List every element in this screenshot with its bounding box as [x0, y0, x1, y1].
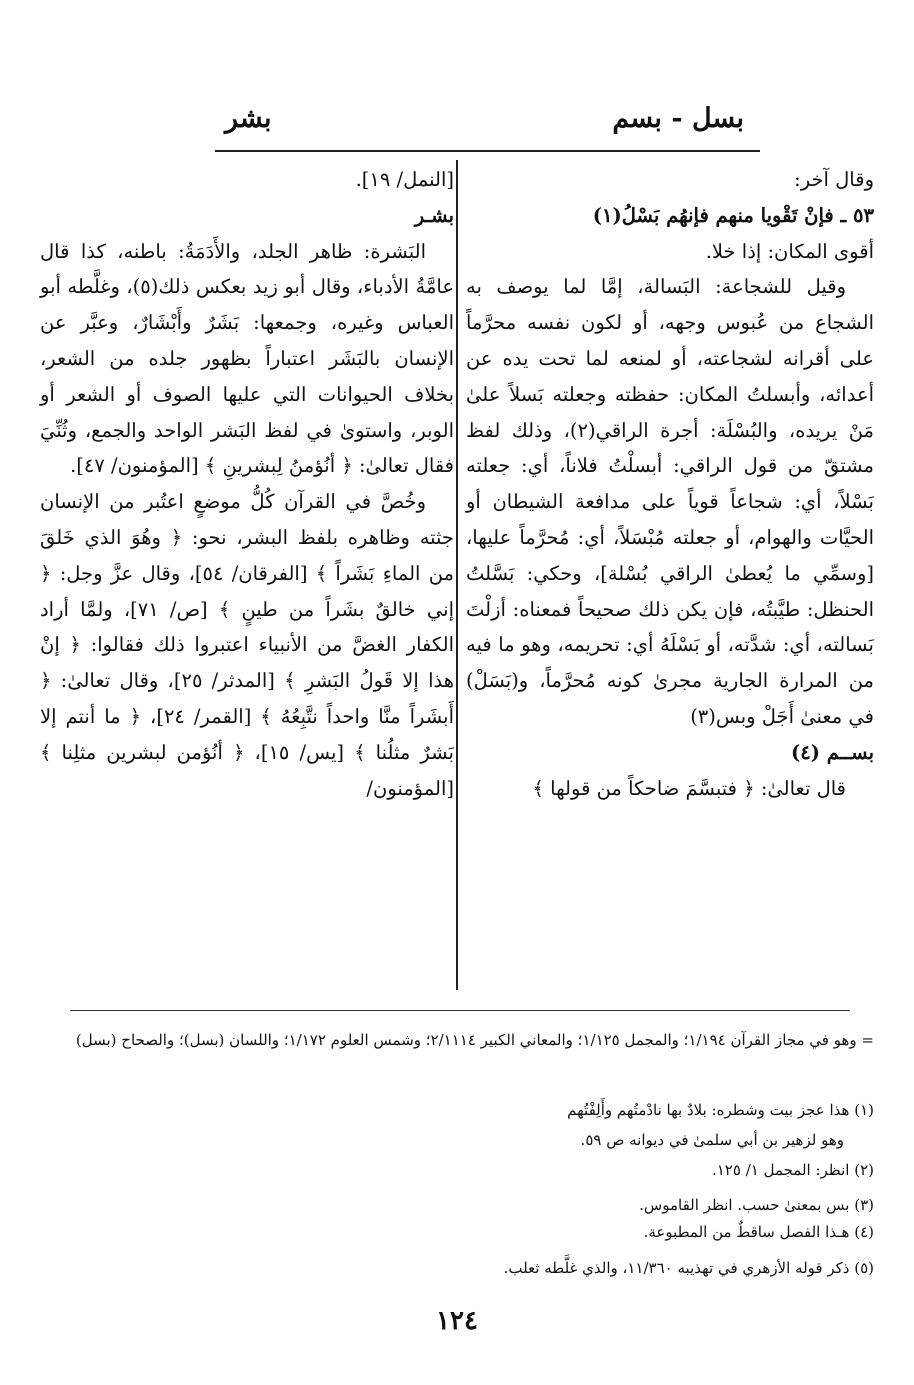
- footnote: وهو لزهير بن أبي سلمىٰ في ديوانه ص ٥٩.: [580, 1131, 844, 1149]
- running-header-left: بشر: [225, 103, 272, 134]
- footnote-rule: [70, 1010, 850, 1011]
- section-heading: بســم (٤): [791, 740, 874, 764]
- footnote: (٥) ذكر قوله الأزهري في تهذيبه ١١/٣٦٠، والذي غلَّطه ثعلب.: [503, 1259, 874, 1277]
- footnote: (٤) هـذا الفصل ساقطٌ من المطبوعة.: [643, 1223, 874, 1241]
- left-column: [40, 162, 454, 806]
- footnote: (٣) بس بمعنىٰ حسب. انظر القاموس.: [639, 1196, 874, 1214]
- verse-intro: وقال آخر:: [794, 168, 874, 191]
- footnote: (٢) انظر: المجمل ١/ ١٢٥.: [711, 1161, 874, 1179]
- column-divider: [456, 160, 458, 990]
- right-column: [466, 162, 874, 806]
- page-number: ١٢٤: [436, 1306, 478, 1336]
- poetry-line: ٥٣ ـ فإنْ تَقْويا منهم فإنهُم بَسْلُ(١): [592, 203, 874, 227]
- footnote: (١) هذا عجز بيت وشطره: بلادٌ بها نادْمتُهم وأَلِفْتُهم: [567, 1101, 874, 1119]
- footnote: = وهو في مجاز القرآن ١/١٩٤؛ والمجمل ١/١٢٥؛ والمعاني الكبير ٢/١١١٤؛ وشمس العلوم ١/١٧٢؛ واللسان (بسل)؛ والصحاح (بسل): [75, 1031, 874, 1049]
- header-rule: [215, 150, 760, 152]
- section-heading: بشـر: [414, 203, 454, 227]
- running-header-right: بسل - بسم: [612, 103, 744, 134]
- paragraph: وخُصَّ في القرآن كُلُّ موضعٍ اعتُبر من الإنسان جثته وظاهره بلفظ البشر، نحو: ﴿ وهُوَ الذي خَلقَ من الماءِ بَشَراً ﴾ [الفرقان/ ٥٤]، وقال عزَّ وجل: ﴿ إني خالقٌ بشَراً من طينٍ ﴾ [ص/ ٧١]، ولمَّا أراد الكفار الغضَّ من الأنبياء اعتبروا ذلك فقالوا: ﴿ إنْ هذا إلا قَولُ البَشرِ ﴾ [المدثر/ ٢٥]، وقال تعالىٰ: ﴿ أَبشَراً منَّا واحداً نتَّبِعُهُ ﴾ [القمر/ ٢٤]، ﴿ ما أنتم إلا بَشرٌ مثلُنا ﴾ [يس/ ١٥]، ﴿ أنُؤمن لبشرين مثلِنا ﴾ [المؤمنون/: [40, 490, 455, 800]
- paragraph: البَشرة: ظاهر الجلد، والأَدَمَةُ: باطنه، كذا قال عامَّةُ الأدباء، وقال أبو زيد بعكس ذلك(٥)، وغلَّطه أبو العباس وغيره، وجمعها: بَشَرٌ وأَبْشَارٌ، وعبَّر عن الإنسان بالبَشَر اعتباراً بظهور جلده من الشعر، بخلاف الحيوانات التي عليها الصوف أو الشعر أو الوبر، واستوىٰ في لفظ البَشر الواحد والجمع، وثُنِّيَ فقال تعالىٰ: ﴿ أنُؤمنُ لِبشرينِ ﴾ [المؤمنون/ ٤٧].: [40, 239, 454, 478]
- paragraph: قال تعالىٰ: ﴿ فتبسَّمَ ضاحكاً من قولها ﴾: [532, 776, 846, 800]
- paragraph: [النمل/ ١٩].: [355, 168, 454, 191]
- paragraph: وقيل للشجاعة: البَسالة، إمَّا لما يوصف به الشجاع من عُبوس وجهه، أو لكون نفسه محرَّماً على أقرانه لشجاعته، أو لمنعه لما تحت يده عن أعدائه، وأبسلتُ المكان: حفظته وجعلته بَسلاً علىٰ مَنْ يريده، والبُسْلَة: أجرة الراقي(٢)، وذلك لفظ مشتقّ من قول الراقي: أبسلْتُ فلاناً، أي: جعلته بَسْلاً، أي: شجاعاً قوياً على مدافعة الشيطان أو الحيَّات والهوام، أو جعلته مُبْسَلاً، أي: مُحرَّماً عليها، [وسمِّي ما يُعطىٰ الراقي بُسْلة]، وحكي: بَسَّلتُ الحنظل: طيَّبتُه، فإن يكن ذلك صحيحاً فمعناه: أزلْتَ بَسالته، أي: شدَّته، أو بَسْلَهُ أي: تحريمه، وهو ما فيه من المرارة الجارية مجرىٰ كونه مُحرَّماً، و(بَسَلْ) في معنىٰ أَجَلْ وبس(٣): [466, 275, 874, 728]
- paragraph: أقوى المكان: إذا خلا.: [705, 239, 874, 263]
